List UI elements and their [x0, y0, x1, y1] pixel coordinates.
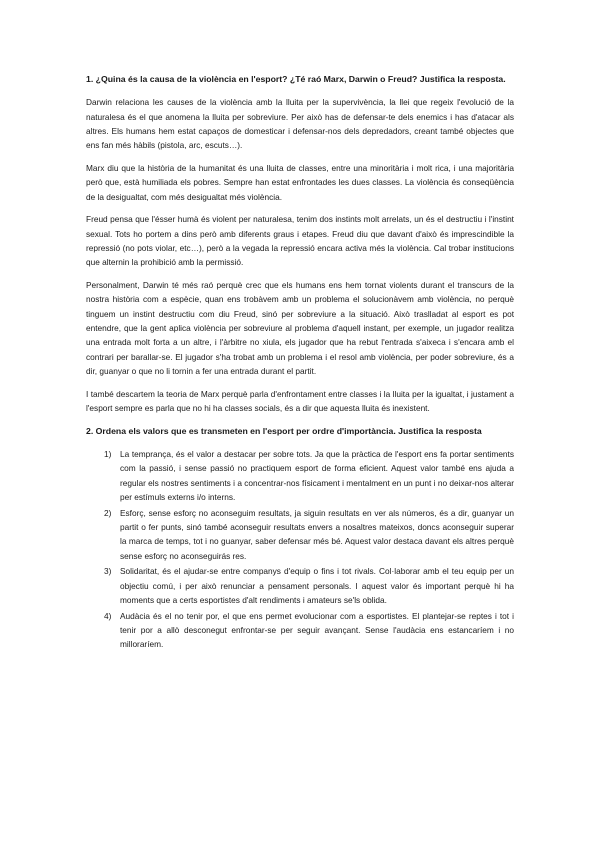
list-item-text: Solidaritat, és el ajudar-se entre companys d'equip o fins i tot rivals. Col·laborar amb el teu equip per un objectiu comú, i per això renunciar a pensament personals. I aquest valor és important perquè hi ha moments que a certs esportistes d'alt rendiments i amateurs se'ls oblida.: [120, 566, 514, 605]
question-1-heading: 1. ¿Quina és la causa de la violència en l'esport? ¿Té raó Marx, Darwin o Freud? Justifica la resposta.: [86, 74, 506, 84]
paragraph-personal-opinion: Personalment, Darwin té més raó perquè crec que els humans ens hem tornat violents durant el transcurs de la nostra història com a espècie, quan ens trobàvem amb un problema el solucionàvem amb violència, no perquè tinguem un instint destructiu com diu Freud, sinó per sobreviure a la situació. Això traslladat al esport es pot entendre, que la gent aplica violència per sobreviure al problema d'aquell instant, per exemple, un jugador realitza una entrada molt forta a un altre, i l'àrbitre no xiula, els jugador que ha rebut l'entrada s'aixeca i s'encara amb el contrari per barallar-se. El jugador s'ha trobat amb un problema i el resol amb violència, per poder sobreviure, és a dir, guanyar o que no li tornin a fer una entrada durant el partit.: [86, 280, 514, 376]
list-item-number: 3): [104, 566, 112, 577]
list-item-text: Audàcia és el no tenir por, el que ens permet evolucionar com a esportistes. El plantejar-se reptes i tot i tenir por a allò desconegut enfrontar-se per seguir avançant. Sense l'audàcia ens estancaríem i no milloraríem.: [120, 610, 514, 650]
list-item-text: La temprança, és el valor a destacar per sobre tots. Ja que la pràctica de l'esport ens fa portar sentiments com la passió, i sense passió no practiquem esport de forma eficient. Aquest valor també ens ajuda a regular els nostres sentiments i a concentrar-nos físicament i mentalment en un punt i no deixar-nos alterar per estímuls externs i/o interns.: [120, 449, 514, 502]
question-2-heading: 2. Ordena els valors que es transmeten en l'esport per ordre d'importància. Justifica la resposta: [86, 425, 482, 436]
list-item: [86, 447, 514, 504]
list-item-number: 1): [104, 449, 112, 460]
values-list: [86, 447, 514, 652]
list-item: [86, 506, 514, 563]
paragraph-darwin: Darwin relaciona les causes de la violència amb la lluita per la supervivència, la llei que regeix l'evolució de la naturalesa és el que anomena la lluita per sobreviure. Per això has de defensar-te dels enemics i has d'atacar als altres. Els humans hem estat capaços de domesticar i defensar-nos dels depredadors, creant també objectes que ens fan més hàbils (pistola, arc, escuts…).: [86, 97, 514, 151]
list-item: [86, 564, 514, 607]
list-item: [86, 609, 514, 652]
list-item-number: 2): [104, 507, 112, 518]
list-item-text: Esforç, sense esforç no aconseguim resultats, ja siguin resultats en ver als números, és a dir, guanyar un partit o fer punts, sinó també aconseguir resultats envers a nosaltres mateixos, doncs aconseguir superar la marca de temps, tot i no guanyar, saber defensar més bé. Aquest valor destaca davant els altres perquè sense esforç no aconseguirás res.: [120, 507, 514, 561]
list-item-number: 4): [104, 610, 112, 621]
paragraph-freud: Freud pensa que l'ésser humà és violent per naturalesa, tenim dos instints molt arrelats, un és el destructiu i l'instint sexual. Tots ho portem a dins però amb diferents graus i etapes. Freud diu que davant d'això és imprescindible la repressió (no pots violar, etc…), però a la vegada la repressió encara activa més la violència. Cal trobar institucions que alternin la prohibició amb la permissió.: [86, 214, 514, 268]
paragraph-marx: Marx diu que la història de la humanitat és una lluita de classes, entre una minoritària i molt rica, i una majoritària però que, està humiliada els pobres. Sempre han estat enfrontades les dues classes. La violència és conseqüència de la desigualtat, com més desigualtat més violència.: [86, 162, 514, 202]
paragraph-marx-rejection: I també descartem la teoria de Marx perquè parla d'enfrontament entre classes i la lluita per la igualtat, i justament a l'esport sempre es parla que no hi ha classes socials, és a dir que aquesta lluita és inexistent.: [86, 388, 514, 413]
